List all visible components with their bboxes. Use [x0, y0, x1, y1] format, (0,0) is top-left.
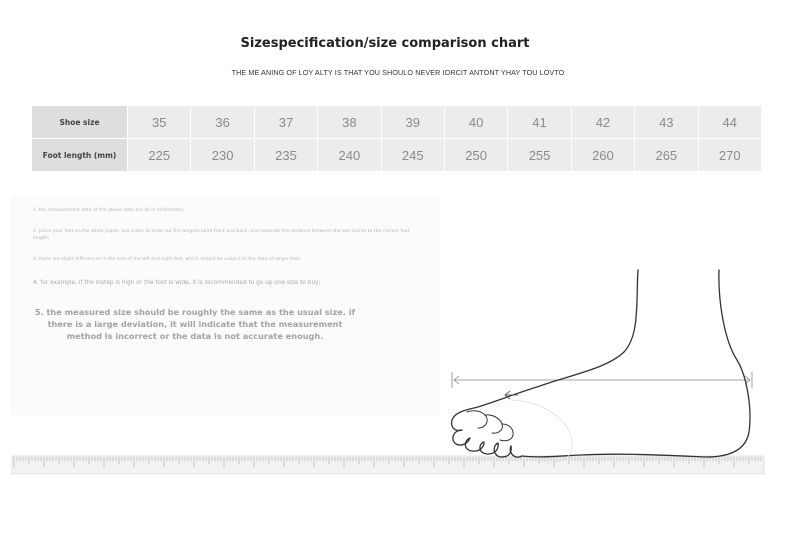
length-arrow-icon [452, 372, 752, 388]
note-4: 4. for example, if the instep is high or the foot is wide, it is recommended to go up one size to buy; [33, 280, 321, 286]
shoe-size-cell: 42 [572, 106, 634, 138]
shoe-size-cell: 40 [445, 106, 507, 138]
foot-outline-icon [452, 270, 750, 457]
foot-length-cell: 270 [699, 139, 761, 171]
row-label-foot-length: Foot length (mm) [32, 139, 127, 171]
shoe-size-cell: 44 [699, 106, 761, 138]
note-2: 2. place your feet on the white paper, use a pen to draw out the longest point front and back, and separate the distance between the two points to the correct foot length; [33, 229, 410, 241]
shoe-size-cell: 43 [635, 106, 697, 138]
foot-length-cell: 225 [128, 139, 190, 171]
shoe-size-cell: 39 [382, 106, 444, 138]
page-subtitle: THE ME ANING OF LOY ALTY IS THAT YOU SHOULO NEVER IORCIT ANTONT YHAY TOU LOVTO [231, 68, 565, 77]
foot-length-cell: 255 [508, 139, 570, 171]
foot-length-cell: 235 [255, 139, 317, 171]
foot-length-cell: 250 [445, 139, 507, 171]
shoe-size-cell: 36 [191, 106, 253, 138]
ruler-icon [12, 456, 764, 474]
foot-length-cell: 245 [382, 139, 444, 171]
foot-length-cell: 240 [318, 139, 380, 171]
note-1: 1. the measurement data of the above data are all in millimeters; [33, 208, 185, 213]
shoe-size-cell: 38 [318, 106, 380, 138]
shoe-size-cell: 35 [128, 106, 190, 138]
shoe-size-cell: 41 [508, 106, 570, 138]
note-3: 3. there are slight differences in the size of the left and right feet, which should be subject to the data of larger feet; [33, 257, 301, 262]
foot-length-cell: 265 [635, 139, 697, 171]
foot-length-cell: 230 [191, 139, 253, 171]
shoe-size-cell: 37 [255, 106, 317, 138]
note-5: 5. the measured size should be roughly the same as the usual size. if there is a large deviation, it will indicate that the measurement method is incorrect or the data is not accurate enough. [34, 307, 356, 342]
page-title: Sizespecification/size comparison chart [240, 36, 530, 51]
row-label-shoe-size: Shoe size [32, 106, 127, 138]
tracing-outline-icon [510, 400, 572, 462]
foot-length-cell: 260 [572, 139, 634, 171]
